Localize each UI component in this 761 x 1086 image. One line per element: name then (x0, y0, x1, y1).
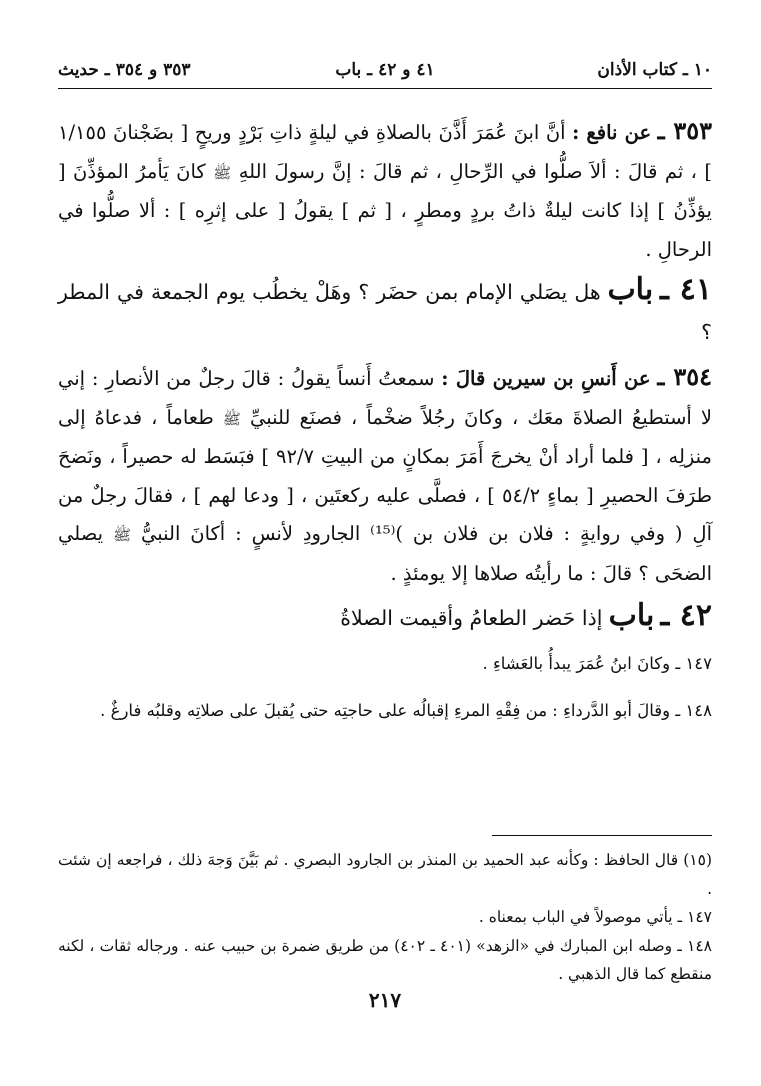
chapter-42-heading (58, 597, 712, 639)
salutation-icon: ﷺ (112, 526, 132, 544)
hadith-354 (58, 358, 712, 593)
main-text (58, 112, 712, 725)
hadith-354-text: سمعتُ أَنساً يقولُ : قالَ رجلٌ من الأنصارِ : إني لا أستطيعُ الصلاةَ معَك ، وكانَ رجُلاً ضخْماً ، فصنَع للنبيِّ (58, 367, 713, 429)
book-page (58, 50, 712, 1050)
salutation-icon: ﷺ (222, 409, 241, 428)
hadith-353-text: أنَّ ابنَ عُمَرَ أَذَّنَ بالصلاةِ في ليلةٍ ذاتِ بَرْدٍ وريحٍ [ بضَجْنانَ ١/١٥٥ ] ، ثم قالَ : ألاَ صلُّوا في الرِّحالِ ، ثم قالَ : إنَّ رسولَ اللهِ (58, 121, 713, 183)
chapter-41-number: ٤١ ـ (659, 272, 712, 307)
hadith-354-text-cont: طعاماً ، فدعاهُ إلى منزلِه ، [ فلما أراد أنْ يخرجَ أَمَرَ بمكانٍ من البيتِ ٩٢/٧ ] فبَسَط له حصيراً ، ونَضحَ طرَفَ الحصيرِ [ بماءٍ ٥٤/٢ ] ، فصلَّى عليه ركعتَين ، [ ودعا لهم ] ، فقالَ رجلٌ من آلِ ( وفي روايةٍ : فلان بن فلان بن )⁽¹⁵⁾ الجارودِ لأنسٍ : أكانَ النبيُّ (58, 405, 713, 545)
header-chapter-range: ٤١ و ٤٢ ـ باب (335, 60, 435, 80)
header-divider (58, 88, 712, 89)
hadith-354-number: ٣٥٤ ـ (657, 362, 712, 391)
page-number: ٢١٧ (368, 988, 402, 1012)
athar-147: ١٤٧ ـ وكانَ ابنُ عُمَرَ يبدأُ بالعَشاءِ . (482, 653, 712, 673)
salutation-icon: ﷺ (213, 163, 232, 182)
chapter-42-title: إذا حَضر الطعامُ وأقيمت الصلاةُ (340, 606, 603, 630)
footnote-148: ١٤٨ ـ وصله ابن المبارك في «الزهد» (٤٠١ ـ ٤٠٢) من طريق ضمرة بن حبيب عنه . ورجاله ثقات ، لكنه منقطع كما قال الذهبي . (58, 936, 712, 983)
chapter-41-heading (58, 271, 712, 352)
chapter-41-title: هل يصَلي الإمام بمن حضَر ؟ وهَلْ يخطُب يوم الجمعة في المطر ؟ (58, 280, 712, 344)
header-hadith-range: ٣٥٣ و ٣٥٤ ـ حديث (58, 60, 191, 80)
chapter-42-number: ٤٢ ـ (660, 598, 712, 633)
chapter-42-label: باب (608, 598, 655, 633)
hadith-354-text-end: يصلي الضحَى ؟ قالَ : ما رأيتُه صلاها إلا يومئذٍ . (58, 522, 712, 585)
header-book-title: ١٠ ـ كتاب الأذان (597, 60, 712, 80)
hadith-353-number: ٣٥٣ ـ (657, 116, 712, 145)
hadith-353-text-cont: كانَ يَأمرُ المؤذِّنَ [ يؤذِّنُ ] إذا كانت ليلةٌ ذاتُ بردٍ ومطرٍ ، [ ثم ] يقولُ [ على إثرِه ] : ألا صلُّوا في الرحالِ . (58, 159, 712, 261)
chapter-41-label: باب (607, 272, 654, 307)
footnote-147: ١٤٧ ـ يأتي موصولاً في الباب بمعناه . (478, 908, 712, 926)
hadith-353 (58, 112, 712, 269)
hadith-354-narrator: عن أَنسِ بن سيرين قالَ : (441, 367, 651, 390)
running-header (58, 56, 712, 86)
athar-148: ١٤٨ ـ وقالَ أبو الدَّرداءِ : من فِقْهِ المرءِ إقبالُه على حاجتِه حتى يُقبلَ على صلاتِه وقلبُه فارغٌ . (100, 700, 712, 720)
footnote-divider (492, 835, 712, 836)
hadith-353-narrator: عن نافع : (572, 121, 652, 144)
footnotes (58, 846, 712, 989)
footnote-15: (١٥) قال الحافظ : وكأنه عبد الحميد بن المنذر بن الجارود البصري . ثم بَيَّنَ وَجهَ ذلك ، فراجعه إن شئت . (58, 851, 712, 898)
